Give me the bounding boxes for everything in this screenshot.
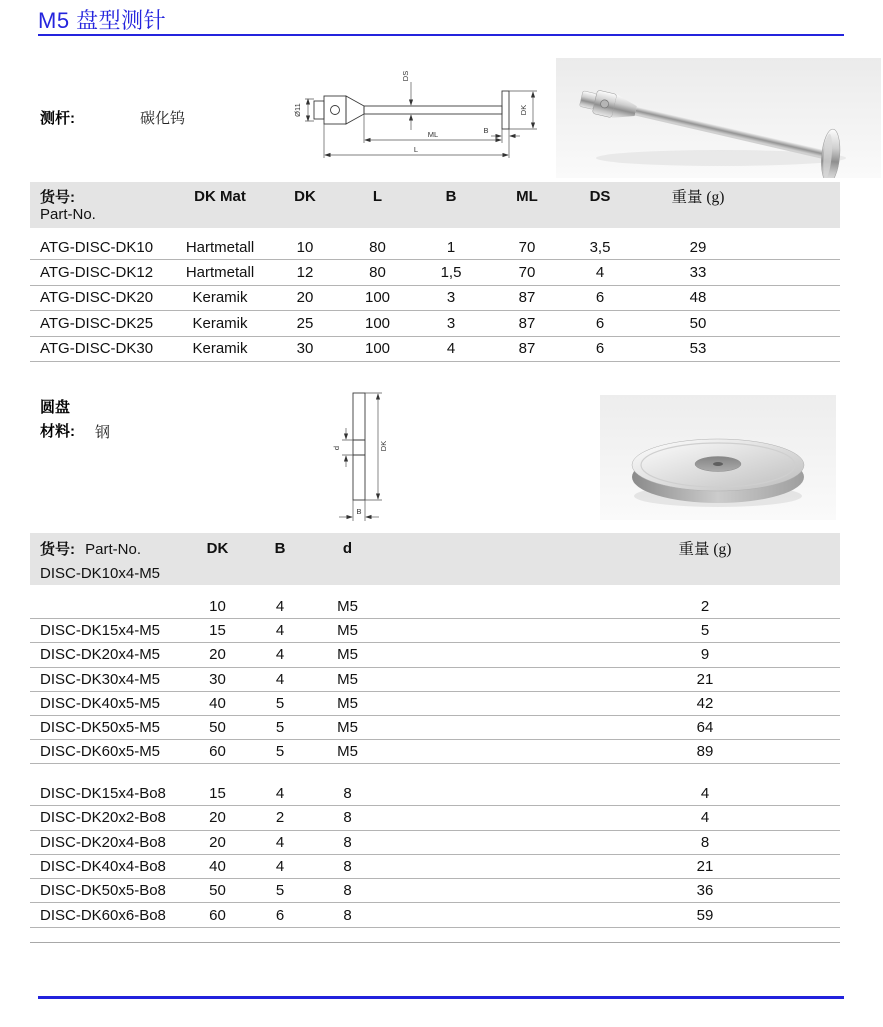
table-cell: 100 <box>364 289 391 307</box>
table-row <box>30 692 840 716</box>
table-cell: 48 <box>689 289 707 307</box>
table-cell: M5 <box>337 670 358 688</box>
table-cell: 30 <box>209 670 226 688</box>
table-cell: M5 <box>337 598 358 616</box>
disc-material-label: 材料: <box>40 423 75 440</box>
table-row <box>30 668 840 692</box>
table1-header <box>30 182 840 228</box>
table-cell: 4 <box>700 809 710 827</box>
disc-technical-drawing <box>330 388 460 533</box>
table-cell: 70 <box>518 264 536 282</box>
table-cell: 8 <box>343 785 352 803</box>
table-cell: Keramik <box>192 289 248 307</box>
dim-label-b: B <box>483 126 489 135</box>
table-cell: 50 <box>209 882 226 900</box>
table2-header <box>30 533 840 585</box>
page-title: M5 盘型测针 <box>38 8 167 33</box>
table-cell: 2 <box>275 809 285 827</box>
table-cell: 5 <box>275 743 285 761</box>
stylus-outline <box>314 91 509 129</box>
shaft-material-value: 碳化钨 <box>140 111 186 127</box>
dim-label-ml: ML <box>427 130 439 139</box>
table-cell: 5 <box>275 882 285 900</box>
table-row <box>30 286 840 311</box>
table-cell: 21 <box>696 670 714 688</box>
table-cell: 50 <box>209 719 226 737</box>
table-row <box>30 716 840 740</box>
table-cell: 60 <box>209 906 226 924</box>
table-row <box>30 619 840 643</box>
table-cell: 8 <box>343 858 352 876</box>
stylus-product-photo <box>556 58 881 178</box>
table-cell: DISC-DK20x2-Bo8 <box>40 809 166 827</box>
table-cell: M5 <box>337 743 358 761</box>
table-cell: 4 <box>275 858 285 876</box>
table2-bottom-edge <box>30 922 840 943</box>
table-cell: 80 <box>369 238 386 256</box>
table-cell: 4 <box>275 646 285 664</box>
table-cell: 25 <box>296 314 314 332</box>
shaft-label: 测杆: <box>40 110 75 127</box>
dim-label-b2: B <box>356 507 362 516</box>
table-cell: DISC-DK60x5-M5 <box>40 743 161 761</box>
table-cell: 15 <box>209 622 226 640</box>
table-cell: 15 <box>209 785 226 803</box>
table-cell: ATG-DISC-DK25 <box>40 314 154 332</box>
table-cell: 64 <box>696 719 714 737</box>
table2-body-m5 <box>30 595 840 764</box>
table-row <box>30 337 840 362</box>
dim-label-l: L <box>413 145 419 154</box>
table-cell: 30 <box>296 340 314 358</box>
table1-body <box>30 235 840 362</box>
table-cell: 4 <box>275 622 285 640</box>
table1-col-ds: DS <box>589 187 611 205</box>
disc-product-photo <box>600 395 836 520</box>
table-cell: 50 <box>689 314 707 332</box>
disc-dimension-lines <box>339 393 382 521</box>
table-cell: 1,5 <box>440 264 462 282</box>
table-cell: Hartmetall <box>185 264 255 282</box>
table-row <box>30 782 840 806</box>
table-row <box>30 643 840 667</box>
table2-col-b: B <box>274 539 286 557</box>
table-cell: 53 <box>689 340 707 358</box>
title-underline <box>38 34 844 36</box>
table-cell: DISC-DK15x4-Bo8 <box>40 785 166 803</box>
table2-col-part-cn: 货号: <box>40 540 75 558</box>
dim-label-dk2: DK <box>379 440 388 452</box>
table1-col-part-en: Part-No. <box>40 206 96 223</box>
table-cell: 80 <box>369 264 386 282</box>
table-cell: 8 <box>700 833 710 851</box>
table-cell: M5 <box>337 622 358 640</box>
table-cell: Hartmetall <box>185 238 255 256</box>
table-row <box>30 235 840 260</box>
table-cell: 4 <box>275 598 285 616</box>
table-cell: 8 <box>343 809 352 827</box>
table-cell: 4 <box>275 785 285 803</box>
table-cell: 5 <box>275 694 285 712</box>
table-cell: DISC-DK50x5-M5 <box>40 719 161 737</box>
table-cell: ATG-DISC-DK30 <box>40 340 154 358</box>
table-row <box>30 806 840 830</box>
table-cell: 3,5 <box>589 238 611 256</box>
table-cell: 1 <box>446 238 456 256</box>
disc-label: 圆盘 <box>40 399 71 416</box>
table-cell: DISC-DK20x4-M5 <box>40 646 161 664</box>
dim-label-dia11: Ø11 <box>293 103 302 117</box>
table-cell: 87 <box>518 314 536 332</box>
table-cell: 87 <box>518 289 536 307</box>
table-cell: 6 <box>275 906 285 924</box>
table-row <box>30 879 840 903</box>
table-cell: 4 <box>595 264 605 282</box>
table-cell: ATG-DISC-DK12 <box>40 264 154 282</box>
table1-col-weight: 重量 (g) <box>671 189 725 206</box>
table-cell: 12 <box>296 264 314 282</box>
table-cell: 5 <box>700 622 710 640</box>
table-cell: DISC-DK40x5-M5 <box>40 694 161 712</box>
table-row <box>30 740 840 764</box>
table2-col-d: d <box>342 539 353 557</box>
table-cell: 10 <box>209 598 226 616</box>
table-cell: 89 <box>696 743 714 761</box>
shaft-technical-drawing <box>290 60 545 165</box>
table-cell: ATG-DISC-DK10 <box>40 238 154 256</box>
table-cell: 20 <box>209 646 226 664</box>
disc-photo-body <box>632 439 804 503</box>
table2-first-part-no: DISC-DK10x4-M5 <box>40 565 161 582</box>
table-cell: DISC-DK40x4-Bo8 <box>40 858 166 876</box>
table1-col-dkmat: DK Mat <box>194 187 246 205</box>
table-cell: 20 <box>209 809 226 827</box>
table-cell: 40 <box>209 858 226 876</box>
table-cell: DISC-DK60x6-Bo8 <box>40 906 166 924</box>
table2-col-weight: 重量 (g) <box>678 541 732 558</box>
table-cell: 4 <box>700 785 710 803</box>
table-cell: 60 <box>209 743 226 761</box>
table-cell: DISC-DK30x4-M5 <box>40 670 161 688</box>
table-cell: 40 <box>209 694 226 712</box>
table-cell: 20 <box>209 833 226 851</box>
table-cell: M5 <box>337 694 358 712</box>
table-cell: 42 <box>696 694 714 712</box>
table-cell: 100 <box>364 314 391 332</box>
table-row <box>30 260 840 285</box>
table-row <box>30 311 840 336</box>
table2-col-dk: DK <box>206 539 229 557</box>
table2-col-part-en: Part-No. <box>85 540 142 558</box>
table-cell: 100 <box>364 340 391 358</box>
table-cell: 33 <box>689 264 707 282</box>
table1-col-part-cn: 货号: <box>40 188 75 206</box>
table-cell: 2 <box>700 598 710 616</box>
table-cell: Keramik <box>192 314 248 332</box>
disc-material-value: 钢 <box>95 425 111 441</box>
table-cell: DISC-DK50x5-Bo8 <box>40 882 166 900</box>
table-cell: 8 <box>343 882 352 900</box>
table1-col-dk: DK <box>294 187 316 205</box>
table-cell: DISC-DK15x4-M5 <box>40 622 161 640</box>
table-cell: 59 <box>696 906 714 924</box>
table-cell: 6 <box>595 289 605 307</box>
footer-rule <box>38 996 844 999</box>
table-cell: 10 <box>296 238 314 256</box>
table-cell: 4 <box>275 670 285 688</box>
table-cell: 20 <box>296 289 314 307</box>
table-cell: M5 <box>337 719 358 737</box>
table2-col-part <box>30 538 190 559</box>
table-cell: 4 <box>446 340 456 358</box>
table-cell: 21 <box>696 858 714 876</box>
table-row <box>30 831 840 855</box>
table-cell: 5 <box>275 719 285 737</box>
table-cell: 3 <box>446 314 456 332</box>
table-cell: DISC-DK20x4-Bo8 <box>40 833 166 851</box>
table-cell: 8 <box>343 906 352 924</box>
table-cell: 9 <box>700 646 710 664</box>
table-cell: Keramik <box>192 340 248 358</box>
table1-col-l: L <box>372 187 383 205</box>
table-cell: 70 <box>518 238 536 256</box>
disc-outline <box>353 393 365 500</box>
table-cell: 6 <box>595 340 605 358</box>
dim-label-ds: DS <box>401 70 410 82</box>
table2-body-bo8 <box>30 782 840 928</box>
table-cell: M5 <box>337 646 358 664</box>
dim-label-dk: DK <box>519 104 528 116</box>
table-cell: ATG-DISC-DK20 <box>40 289 154 307</box>
dim-label-d: d <box>332 445 341 451</box>
table-cell: 29 <box>689 238 707 256</box>
table-cell: 4 <box>275 833 285 851</box>
table-cell: 36 <box>696 882 714 900</box>
table1-col-ml: ML <box>516 187 538 205</box>
table-cell: 3 <box>446 289 456 307</box>
table-cell: 87 <box>518 340 536 358</box>
table-cell: 6 <box>595 314 605 332</box>
table1-col-b: B <box>445 187 457 205</box>
table-cell: 8 <box>343 833 352 851</box>
table-row <box>30 855 840 879</box>
table-row <box>30 595 840 619</box>
